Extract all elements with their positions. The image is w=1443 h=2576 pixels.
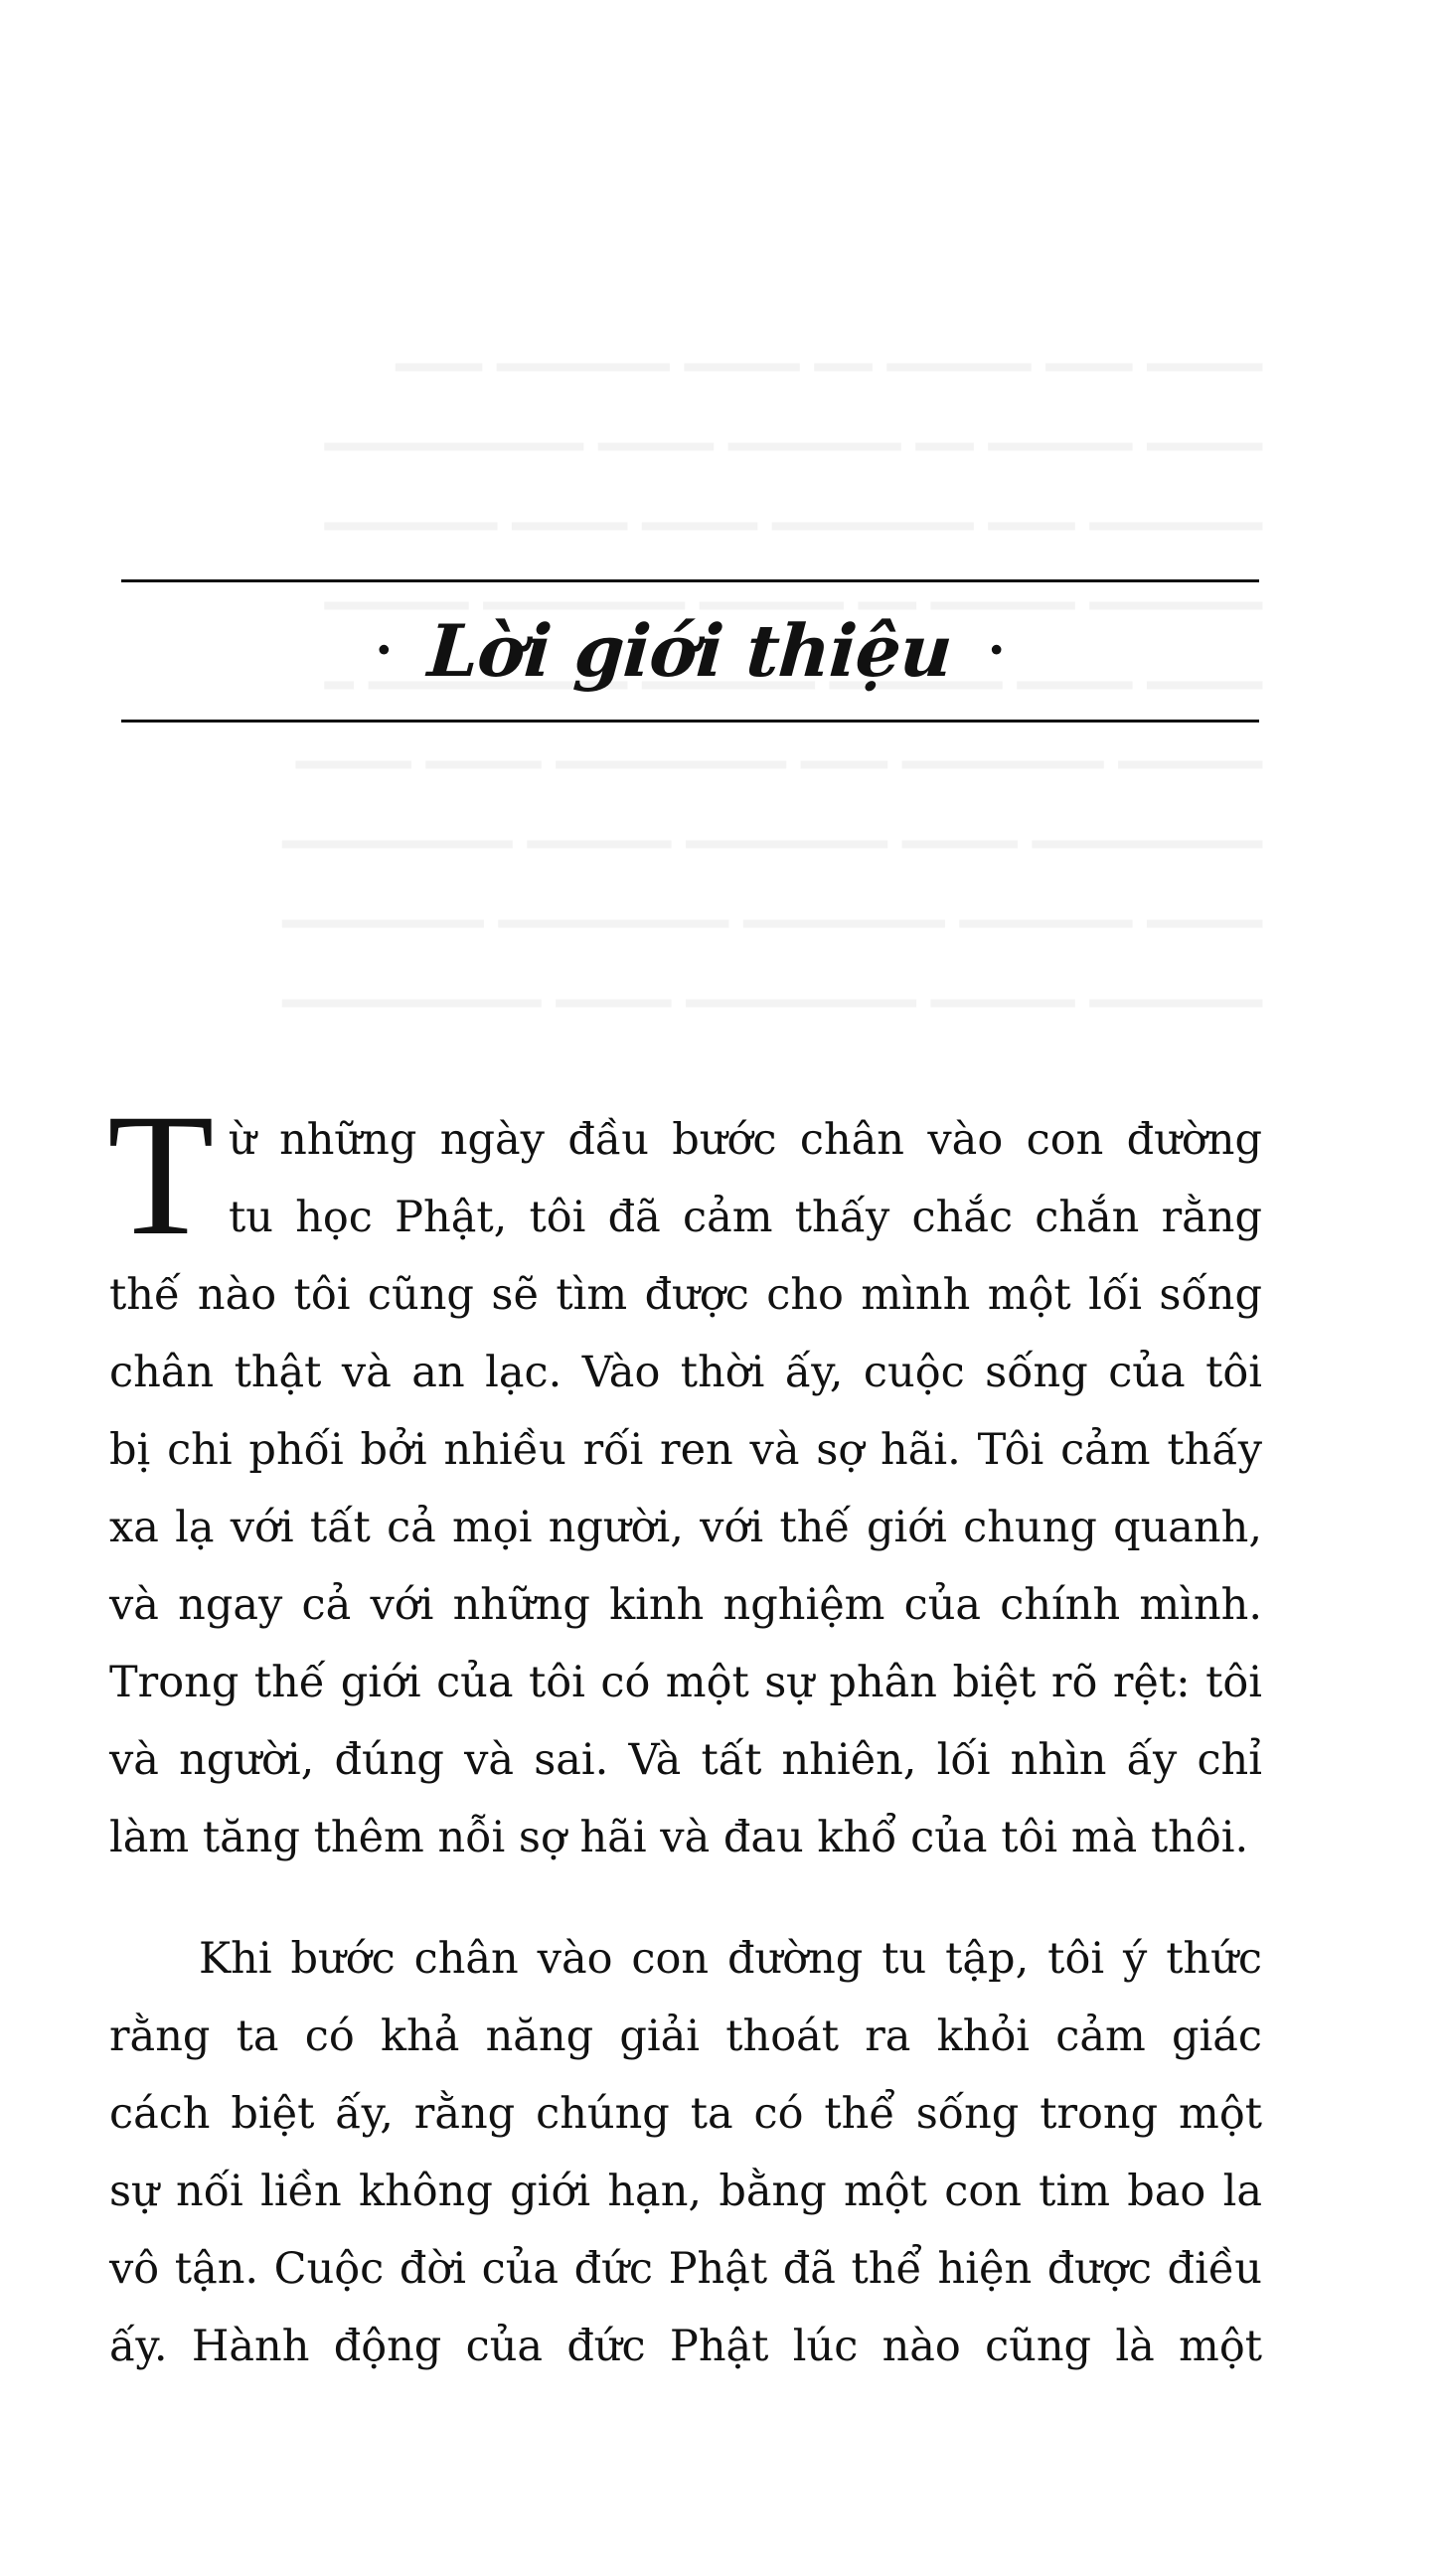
- text-line: Trong thế giới của tôi có một sự phân biệt rõ rệt: tôi: [109, 1658, 1262, 1707]
- heading-top-rule: [121, 579, 1259, 582]
- heading-bottom-rule: [121, 720, 1259, 723]
- text-line: xa lạ với tất cả mọi người, với thế giới chung quanh,: [109, 1503, 1262, 1552]
- paragraph-1: [107, 1078, 1262, 1876]
- chapter-title: Lời giới thiệu: [425, 608, 955, 693]
- text-line: tu học Phật, tôi đã cảm thấy chắc chắn rằng: [229, 1193, 1262, 1242]
- text-line: sự nối liền không giới hạn, bằng một con tim bao la: [109, 2167, 1262, 2216]
- text-line: và người, đúng và sai. Và tất nhiên, lối nhìn ấy chỉ: [109, 1735, 1262, 1785]
- paragraph-2: [109, 1920, 1262, 2385]
- text-line: bị chi phối bởi nhiều rối ren và sợ hãi. Tôi cảm thấy: [109, 1425, 1262, 1475]
- heading-bullet-right: ·: [987, 620, 1006, 681]
- text-line: chân thật và an lạc. Vào thời ấy, cuộc sống của tôi: [109, 1348, 1262, 1397]
- chapter-heading: [121, 586, 1259, 716]
- text-line: rằng ta có khả năng giải thoát ra khỏi cảm giác: [109, 2012, 1262, 2061]
- text-line: thế nào tôi cũng sẽ tìm được cho mình một lối sống: [109, 1270, 1262, 1320]
- text-line: Khi bước chân vào con đường tu tập, tôi ý thức: [199, 1934, 1262, 1984]
- heading-bullet-left: ·: [375, 620, 394, 681]
- drop-cap-letter: T: [107, 1078, 215, 1272]
- text-line: ấy. Hành động của đức Phật lúc nào cũng là một: [109, 2322, 1262, 2371]
- text-line: làm tăng thêm nỗi sợ hãi và đau khổ của tôi mà thôi.: [109, 1813, 1249, 1862]
- text-line: và ngay cả với những kinh nghiệm của chính mình.: [109, 1580, 1262, 1630]
- text-line: cách biệt ấy, rằng chúng ta có thể sống trong một: [109, 2089, 1262, 2139]
- text-line: vô tận. Cuộc đời của đức Phật đã thể hiện được điều: [109, 2244, 1262, 2294]
- text-line: ừ những ngày đầu bước chân vào con đường: [229, 1115, 1262, 1165]
